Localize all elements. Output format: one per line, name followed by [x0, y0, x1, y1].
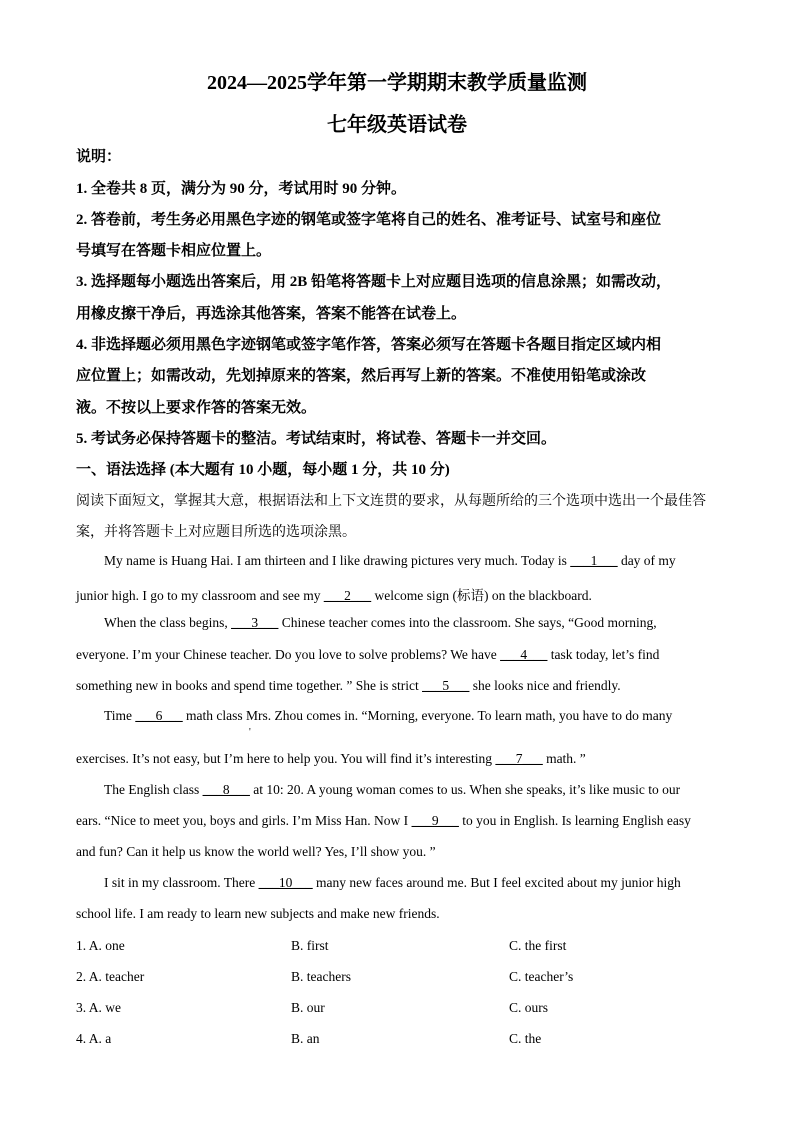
option-a: 3. A. we	[76, 1000, 121, 1015]
note-line: 5. 考试务必保持答题卡的整洁。考试结束时，将试卷、答题卡一并交回。	[76, 431, 557, 447]
note-line: 2. 答卷前，考生务必用黑色字迹的钢笔或签字笔将自己的姓名、准考证号、试室号和座位	[76, 212, 662, 228]
passage-line	[104, 615, 657, 631]
passage-line	[76, 813, 691, 829]
blank-6: ___6___	[135, 708, 183, 723]
blank-9: ___9___	[411, 813, 459, 828]
blank-8: ___8___	[202, 782, 250, 797]
passage-line	[104, 782, 680, 798]
passage-text: Chinese teacher comes into the classroom. She says, “Good morning,	[278, 615, 657, 630]
note-line: 液。不按以上要求作答的答案无效。	[76, 400, 317, 416]
exam-title: 2024—2025学年第一学期期末教学质量监测	[207, 72, 587, 94]
note-line: 4. 非选择题必须用黑色字迹钢笔或签字笔作答，答案必须写在答题卡各题目指定区域内相	[76, 337, 662, 353]
blank-4: ___4___	[500, 647, 548, 662]
section-instruction: 阅读下面短文，掌握其大意，根据语法和上下文连贯的要求，从每题所给的三个选项中选出一个最佳答	[76, 494, 706, 509]
passage-text: she looks nice and friendly.	[469, 678, 621, 693]
blank-3: ___3___	[231, 615, 279, 630]
option-b: B. our	[291, 1000, 325, 1015]
passage-text: task today, let’s find	[547, 647, 660, 662]
passage-text: My name is Huang Hai. I am thirteen and I like drawing pictures very much. Today is	[104, 553, 571, 568]
exam-subtitle: 七年级英语试卷	[327, 114, 467, 136]
passage-text: something new in books and spend time together. ” She is strict	[76, 678, 423, 693]
passage-text: exercises. It’s not easy, but I’m here to help you. You will find it’s interesting	[76, 751, 496, 766]
passage-text: day of my	[617, 553, 676, 568]
passage-line	[104, 708, 672, 724]
option-b: B. first	[291, 938, 329, 953]
option-a: 2. A. teacher	[76, 969, 145, 984]
blank-10: ___10___	[258, 875, 313, 890]
blank-5: ___5___	[422, 678, 470, 693]
blank-1: ___1___	[570, 553, 618, 568]
passage-text: at 10: 20. A young woman comes to us. When she speaks, it’s like music to our	[249, 782, 681, 797]
passage-line	[76, 906, 440, 922]
note-line: 应位置上；如需改动，先划掉原来的答案，然后再写上新的答案。不准使用铅笔或涂改	[76, 368, 647, 384]
passage-text: ears. “Nice to meet you, boys and girls. I’m Miss Han. Now I	[76, 813, 412, 828]
passage-line	[76, 647, 659, 663]
passage-text: many new faces around me. But I feel excited about my junior high	[312, 875, 681, 890]
passage-text: to you in English. Is learning English easy	[458, 813, 691, 828]
blank-2: ___2___	[323, 588, 372, 603]
passage-line	[76, 584, 592, 604]
option-c: C. the first	[509, 938, 567, 953]
passage-line	[104, 875, 681, 891]
option-b: B. teachers	[291, 969, 351, 984]
passage-line	[76, 844, 436, 860]
note-line: 1. 全卷共 8 页，满分为 90 分，考试用时 90 分钟。	[76, 181, 407, 197]
note-line: 3. 选择题每小题选出答案后，用 2B 铅笔将答题卡上对应题目选项的信息涂黑；如需改动，	[76, 274, 672, 290]
passage-text: welcome sign (标语) on the blackboard.	[371, 588, 592, 603]
passage-line	[76, 678, 621, 694]
option-c: C. the	[509, 1031, 542, 1046]
option-b: B. an	[291, 1031, 320, 1046]
note-line: 用橡皮擦干净后，再选涂其他答案，答案不能答在试卷上。	[76, 306, 467, 322]
passage-text: I sit in my classroom. There	[104, 875, 259, 890]
option-a: 4. A. a	[76, 1031, 112, 1046]
note-line: 号填写在答题卡相应位置上。	[76, 243, 272, 259]
section-instruction: 案，并将答题卡上对应题目所选的选项涂黑。	[76, 525, 356, 540]
section-heading: 一、语法选择 (本大题有 10 小题，每小题 1 分，共 10 分)	[76, 462, 450, 478]
passage-text: school life. I am ready to learn new subjects and make new friends.	[76, 906, 440, 921]
option-a: 1. A. one	[76, 938, 125, 953]
stray-mark: '	[249, 727, 251, 738]
passage-text: Time	[104, 708, 136, 723]
notes-heading: 说明：	[76, 149, 122, 165]
passage-line	[104, 553, 676, 569]
passage-text: math. ”	[542, 751, 586, 766]
passage-text: When the class begins,	[104, 615, 232, 630]
passage-line	[76, 751, 586, 767]
passage-text: junior high. I go to my classroom and see my	[76, 588, 324, 603]
passage-text: math class Mrs. Zhou comes in. “Morning, everyone. To learn math, you have to do many	[182, 708, 673, 723]
passage-text: The English class	[104, 782, 203, 797]
blank-7: ___7___	[495, 751, 543, 766]
option-c: C. teacher’s	[509, 969, 574, 984]
passage-text: everyone. I’m your Chinese teacher. Do you love to solve problems? We have	[76, 647, 501, 662]
option-c: C. ours	[509, 1000, 549, 1015]
passage-text: and fun? Can it help us know the world well? Yes, I’ll show you. ”	[76, 844, 436, 859]
